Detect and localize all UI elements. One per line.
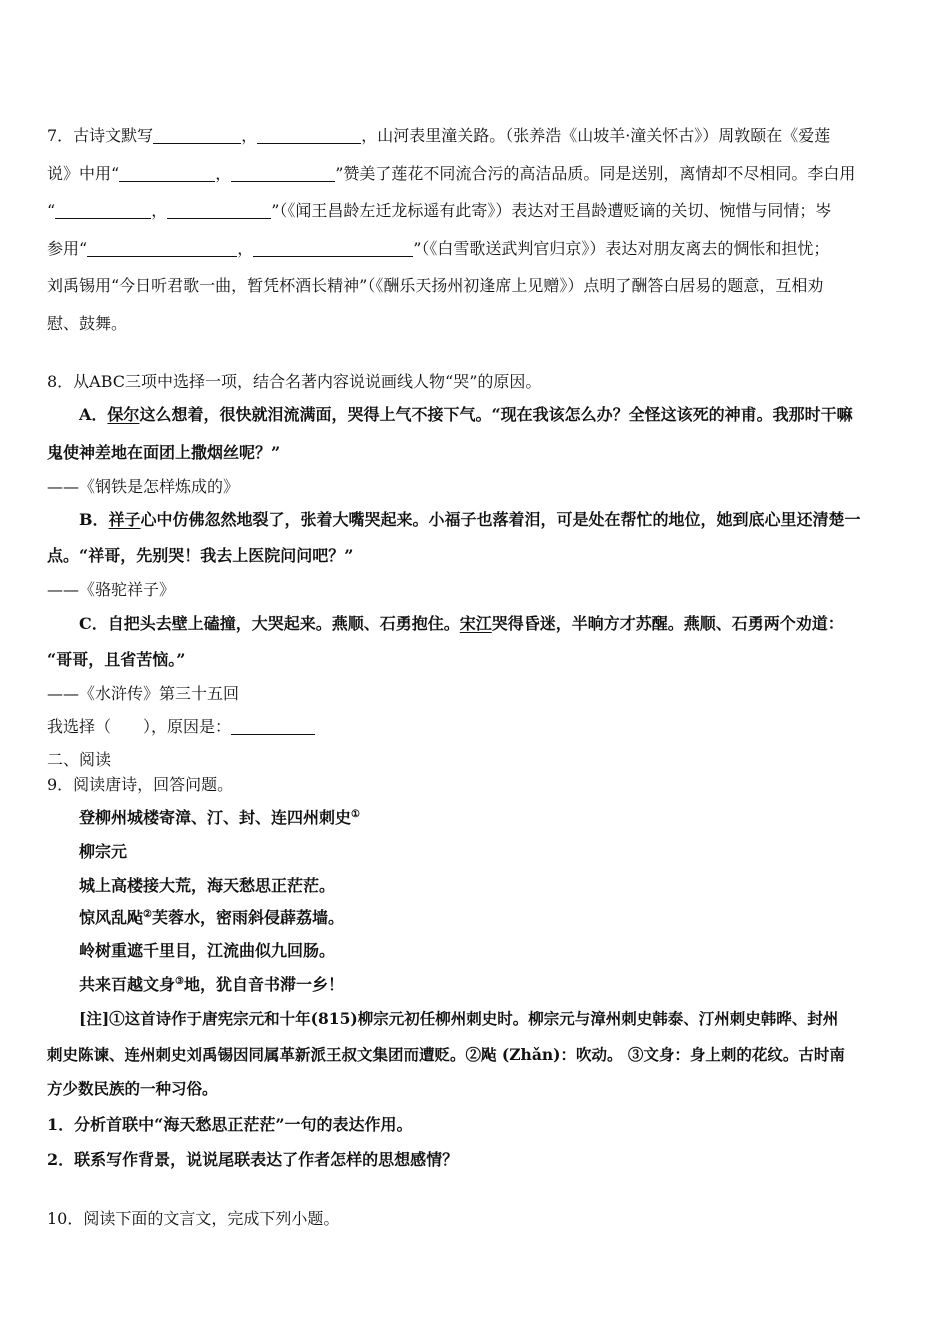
poem-title-text: 登柳州城楼寄漳、汀、封、连四州刺史 (79, 808, 352, 827)
poem-text: 地，犹自音书滞一乡！ (183, 975, 344, 994)
q8-option-b-line-2: 点。“祥哥，先别哭！我去上医院问问吧？” (47, 546, 354, 565)
underlined-character: 祥子 (108, 510, 141, 529)
q8-answer-line (47, 717, 315, 737)
q9-subquestion-2: 2．联系写作背景，说说尾联表达了作者怎样的思想感情？ (47, 1150, 459, 1169)
poem-line-2 (79, 908, 344, 928)
poem-line-3: 岭树重遮千里目，江流曲似九回肠。 (79, 941, 336, 960)
option-text: 哭得昏迷，半晌方才苏醒。燕顺、石勇两个劝道： (491, 614, 844, 633)
q7-text: ， (215, 164, 232, 183)
q8-option-a (79, 405, 853, 425)
q8-option-c-line-2: “哥哥，且省苦恼。” (47, 650, 186, 669)
poem-line-4 (79, 975, 344, 995)
poem-notes-line-3: 方少数民族的一种习俗。 (47, 1079, 218, 1098)
q7-text: ， (241, 126, 258, 145)
answer-blank[interactable] (231, 718, 315, 735)
poem-notes-line-2: 刺史陈谏、连州刺史刘禹锡因同属革新派王叔文集团而遭贬。②飐 (Zhǎn)：吹动。 ③文身：身上刺的花纹。古时南 (47, 1045, 845, 1064)
q8-option-a-line-2: 鬼使神差地在面团上撒烟丝呢？” (47, 443, 281, 462)
q8-option-c-source: ——《水浒传》第三十五回 (47, 684, 240, 703)
footnote-marker: ③ (175, 976, 184, 987)
answer-blank[interactable] (167, 202, 271, 219)
option-text: 这么想着，很快就泪流满面，哭得上气不接下气。“现在我该怎么办？全怪这该死的神甫。我那时干嘛 (139, 405, 853, 424)
q7-text: ，山河表里潼关路。（张养浩《山坡羊·潼关怀古》）周敦颐在《爱莲 (361, 126, 831, 145)
section-heading: 二、阅读 (47, 750, 112, 769)
q7-line-6: 慰、鼓舞。 (47, 314, 128, 333)
q7-text: “ (47, 201, 56, 220)
underlined-character: 宋江 (459, 614, 492, 633)
answer-blank[interactable] (119, 165, 215, 182)
q9-stem: 9．阅读唐诗，回答问题。 (47, 775, 234, 794)
q7-text: 参用“ (47, 239, 88, 258)
q7-text: 说》中用“ (47, 164, 120, 183)
q7-text: 7．古诗文默写 (47, 126, 154, 145)
option-label: B． (79, 510, 109, 529)
q9-subquestion-1: 1．分析首联中“海天愁思正茫茫”一句的表达作用。 (47, 1115, 413, 1134)
q7-text: ”赞美了莲花不同流合污的高洁品质。同是送别，离情却不尽相同。李白用 (335, 164, 856, 183)
q7-line-4 (47, 239, 829, 259)
q7-line-3 (47, 201, 831, 221)
poem-text: 惊风乱飐 (79, 908, 144, 927)
poem-line-1: 城上高楼接大荒，海天愁思正茫茫。 (79, 876, 336, 895)
q7-line-1 (47, 126, 830, 146)
poem-notes-line-1: [注]①这首诗作于唐宪宗元和十年(815)柳宗元初任柳州刺史时。柳宗元与漳州刺史韩泰、汀州刺史韩晔、封州 (79, 1009, 839, 1028)
footnote-marker: ② (143, 909, 152, 920)
answer-prompt: 我选择（ ），原因是： (47, 717, 232, 736)
q8-option-b (79, 510, 861, 530)
q7-line-5: 刘禹锡用“今日听君歌一曲，暂凭杯酒长精神”（《酬乐天扬州初逢席上见赠》）点明了酬答白居易的题意，互相劝 (47, 276, 824, 295)
answer-blank[interactable] (231, 165, 335, 182)
poem-text: 共来百越文身 (79, 975, 176, 994)
poem-title (79, 808, 360, 828)
answer-blank[interactable] (55, 202, 151, 219)
option-text: C．自把头去壁上磕撞，大哭起来。燕顺、石勇抱住。 (79, 614, 460, 633)
answer-blank[interactable] (257, 127, 361, 144)
q8-stem: 8．从ABC三项中选择一项，结合名著内容说说画线人物“哭”的原因。 (47, 372, 542, 391)
q7-text: ”（《闻王昌龄左迁龙标遥有此寄》）表达对王昌龄遭贬谪的关切、惋惜与同情；岑 (271, 201, 832, 220)
q7-text: ， (237, 239, 254, 258)
underlined-character: 保尔 (107, 405, 140, 424)
q7-text: ， (151, 201, 168, 220)
q8-option-b-source: ——《骆驼祥子》 (47, 580, 176, 599)
answer-blank[interactable] (87, 240, 237, 257)
q8-option-a-source: ——《钢铁是怎样炼成的》 (47, 477, 240, 496)
option-text: 心中仿佛忽然地裂了，张着大嘴哭起来。小福子也落着泪，可是处在帮忙的地位，她到底心里还清楚一 (140, 510, 861, 529)
poem-text: 芙蓉水，密雨斜侵薜荔墙。 (151, 908, 344, 927)
answer-blank[interactable] (153, 127, 241, 144)
q8-option-c (79, 614, 844, 634)
poem-author: 柳宗元 (79, 842, 128, 861)
q10-stem: 10．阅读下面的文言文，完成下列小题。 (47, 1209, 340, 1228)
q7-text: ”（《白雪歌送武判官归京》）表达对朋友离去的惆怅和担忧； (413, 239, 830, 258)
footnote-marker: ① (351, 809, 360, 820)
q7-line-2 (47, 164, 855, 184)
option-label: A． (79, 405, 108, 424)
answer-blank[interactable] (253, 240, 413, 257)
